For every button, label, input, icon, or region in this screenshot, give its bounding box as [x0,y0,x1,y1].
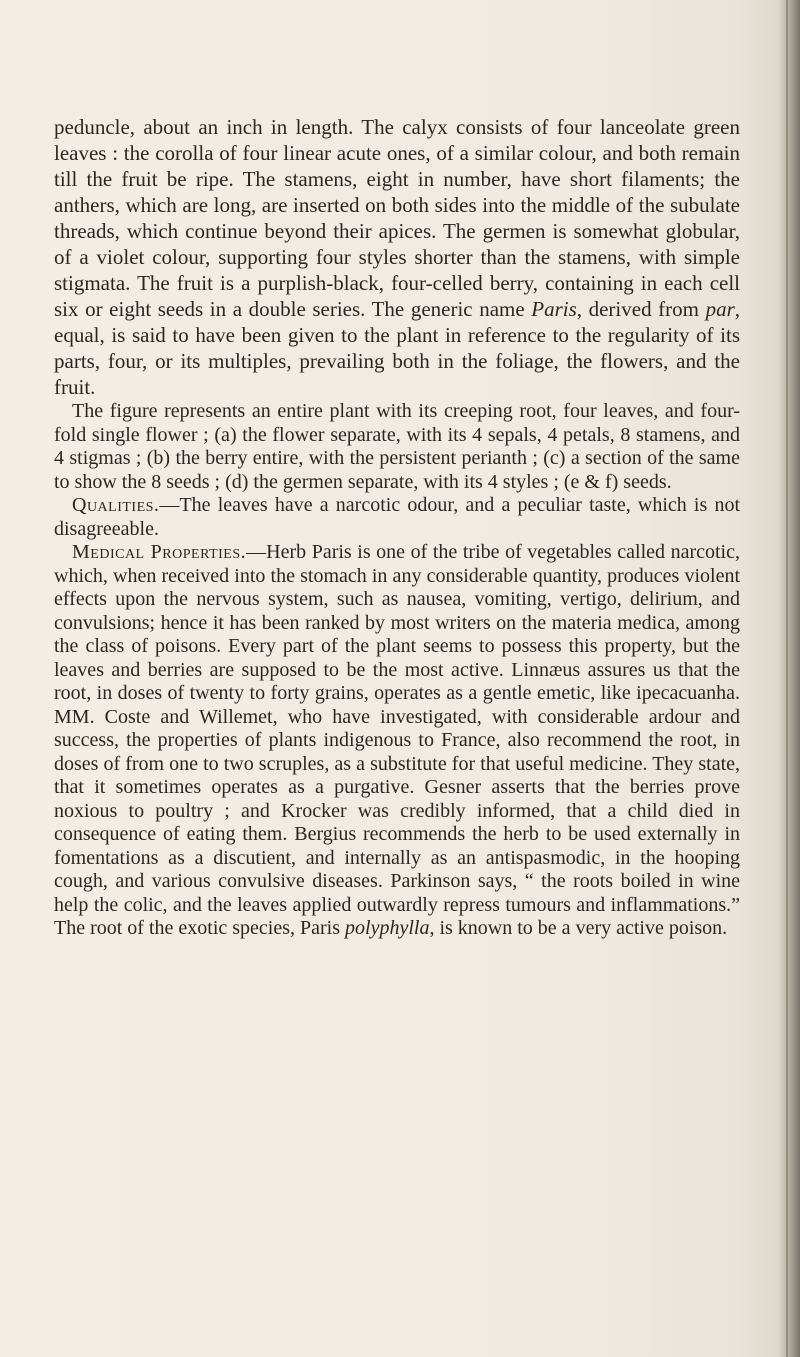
latin-word-par: par [705,297,735,321]
page-edge-shadow [778,0,800,1357]
qualities-text: —The leaves have a narcotic odour, and a peculiar taste, which is not disagreeable. [54,494,740,540]
description-text: peduncle, about an inch in length. The calyx consists of four lanceolate green leaves : the corolla of four linear acute ones, of a similar colour, and both remain till the fruit be ripe. The stamens, eight in number, have short filaments; the anthers, which are long, are inserted on both sides into the middle of the subulate threads, which continue beyond their apices. The germen is somewhat globular, of a violet colour, supporting four styles shorter than the stamens, with simple stigmata. The fruit is a purplish-black, four-celled berry, containing in each cell six or eight seeds in a double series. The generic name [54,115,740,321]
figure-paragraph [54,400,740,494]
species-name: polyphylla [345,917,430,939]
description-paragraph [54,114,740,400]
medical-end-text: , is known to be a very active poison. [429,917,728,939]
description-mid-text: , derived from [576,297,706,321]
figure-text: The figure represents an entire plant with its creeping root, four leaves, and four-fold single flower ; (a) the flower separate, with its 4 sepals, 4 petals, 8 stamens, and 4 stigmas ; (b) the berry entire, with the persistent perianth ; (c) a section of the same to show the 8 seeds ; (d) the germen separate, with its 4 styles ; (e & f) seeds. [54,400,740,493]
qualities-heading: Qualities. [72,494,160,516]
medical-heading: Medical Properties. [72,541,247,563]
generic-name: Paris [531,297,577,321]
qualities-paragraph [54,494,740,541]
medical-paragraph [54,541,740,941]
body-text [54,114,740,941]
medical-text: —Herb Paris is one of the tribe of vegetables called narcotic, which, when received into the stomach in any considerable quantity, produces violent effects upon the nervous system, such as nausea, vomiting, vertigo, delirium, and convulsions; hence it has been ranked by most writers on the materia medica, among the class of poisons. Every part of the plant seems to possess this property, but the leaves and berries are supposed to be the most active. Linnæus assures us that the root, in doses of twenty to forty grains, operates as a gentle emetic, like ipecacuanha. MM. Coste and Willemet, who have investigated, with considerable ardour and success, the properties of plants indigenous to France, also recommend the root, in doses of from one to two scruples, as a substitute for that useful medicine. They state, that it sometimes operates as a purgative. Gesner asserts that the berries prove noxious to poultry ; and Krocker was credibly informed, that a child died in consequence of eating them. Bergius recommends the herb to be used externally in fomentations as a discutient, and internally as an antispasmodic, in the hooping cough, and various convulsive diseases. Parkinson says, “ the roots boiled in wine help the colic, and the leaves applied outwardly repress tumours and inflammations.” The root of the exotic species, Paris [54,541,740,939]
description-end-text: , equal, is said to have been given to the plant in reference to the regularity of its parts, four, or its multiples, prevailing both in the foliage, the flowers, and the fruit. [54,297,740,399]
